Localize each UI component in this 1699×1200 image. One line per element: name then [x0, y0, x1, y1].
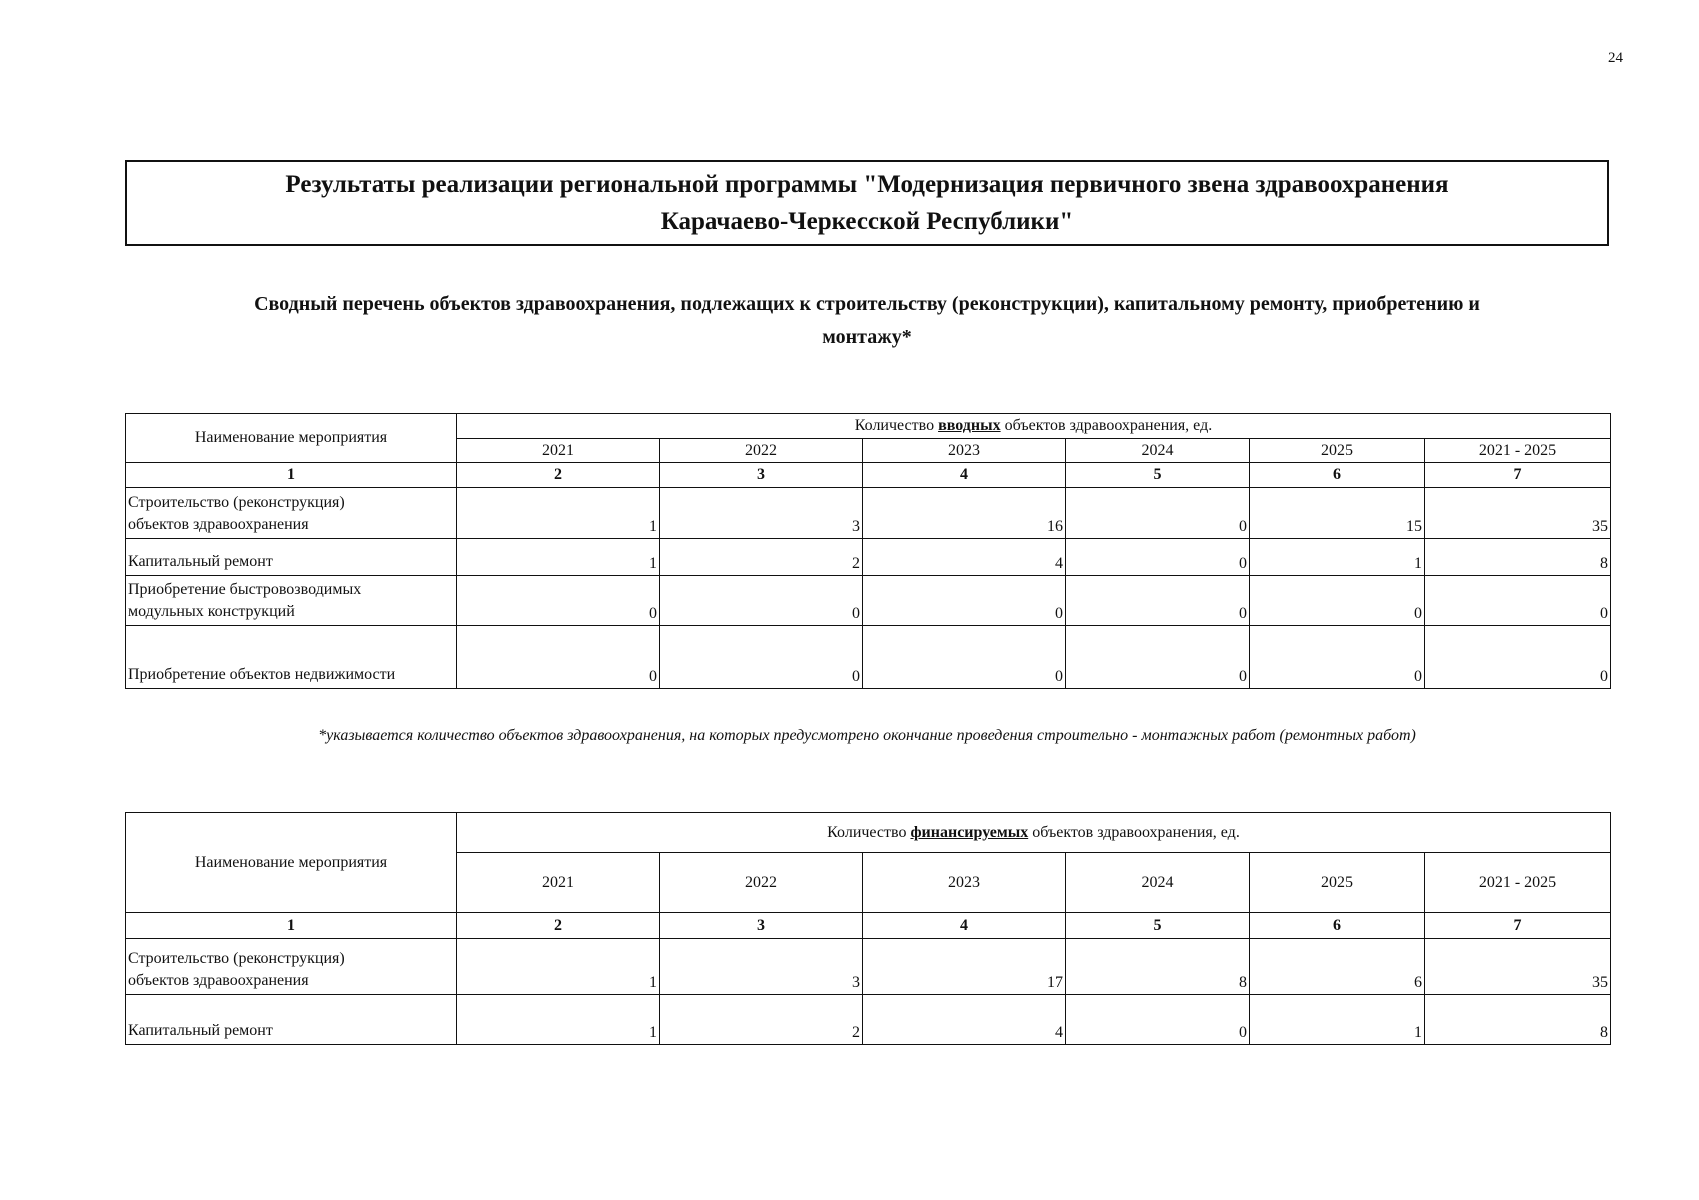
name-header: Наименование мероприятия	[126, 414, 457, 463]
column-index: 7	[1425, 463, 1611, 488]
year-header: 2022	[660, 439, 863, 463]
cell-value: 0	[1066, 576, 1250, 626]
group-header-emphasis: вводных	[938, 417, 1001, 434]
cell-value: 8	[1066, 939, 1250, 995]
year-header: 2024	[1066, 853, 1250, 913]
subtitle-line-1: Сводный перечень объектов здравоохранения, подлежащих к строительству (реконструкции), капитальному ремонту, приобретению и	[254, 293, 1480, 315]
column-index: 4	[863, 913, 1066, 939]
group-header: Количество вводных объектов здравоохранения, ед.	[457, 414, 1611, 439]
cell-value: 2	[660, 995, 863, 1045]
year-header: 2024	[1066, 439, 1250, 463]
cell-value: 3	[660, 939, 863, 995]
table-row	[126, 539, 1611, 576]
cell-value: 1	[1250, 995, 1425, 1045]
cell-value: 35	[1425, 488, 1611, 539]
row-label: Строительство (реконструкция) объектов здравоохранения	[126, 488, 457, 539]
cell-value: 0	[1066, 995, 1250, 1045]
cell-value: 1	[457, 939, 660, 995]
column-index: 5	[1066, 463, 1250, 488]
cell-value: 8	[1425, 995, 1611, 1045]
column-index: 2	[457, 463, 660, 488]
year-header: 2025	[1250, 853, 1425, 913]
cell-value: 0	[1425, 626, 1611, 689]
column-index: 5	[1066, 913, 1250, 939]
cell-value: 0	[457, 626, 660, 689]
row-label: Приобретение объектов недвижимости	[126, 626, 457, 689]
table-row	[126, 626, 1611, 689]
cell-value: 6	[1250, 939, 1425, 995]
year-header: 2021 - 2025	[1425, 853, 1611, 913]
column-index: 4	[863, 463, 1066, 488]
table-row	[126, 939, 1611, 995]
column-index-row	[126, 463, 1611, 488]
column-index: 1	[126, 463, 457, 488]
cell-value: 0	[1250, 576, 1425, 626]
table-row	[126, 488, 1611, 539]
year-header: 2025	[1250, 439, 1425, 463]
year-header: 2023	[863, 439, 1066, 463]
column-index: 6	[1250, 913, 1425, 939]
cell-value: 2	[660, 539, 863, 576]
cell-value: 15	[1250, 488, 1425, 539]
cell-value: 16	[863, 488, 1066, 539]
page-title	[125, 160, 1609, 246]
year-header: 2023	[863, 853, 1066, 913]
column-index: 7	[1425, 913, 1611, 939]
cell-value: 0	[1425, 576, 1611, 626]
cell-value: 0	[1250, 626, 1425, 689]
cell-value: 0	[1066, 626, 1250, 689]
row-label: Капитальный ремонт	[126, 995, 457, 1045]
cell-value: 0	[863, 626, 1066, 689]
year-header: 2021	[457, 853, 660, 913]
page-number: 24	[1608, 50, 1623, 66]
column-index: 3	[660, 463, 863, 488]
group-header: Количество финансируемых объектов здравоохранения, ед.	[457, 813, 1611, 853]
cell-value: 4	[863, 995, 1066, 1045]
cell-value: 0	[660, 576, 863, 626]
cell-value: 3	[660, 488, 863, 539]
cell-value: 1	[457, 488, 660, 539]
cell-value: 0	[863, 576, 1066, 626]
title-line-2: Карачаево-Черкесской Республики"	[660, 208, 1074, 235]
row-label: Капитальный ремонт	[126, 539, 457, 576]
financed-objects-table	[125, 812, 1611, 1045]
table-row	[126, 995, 1611, 1045]
cell-value: 0	[1066, 488, 1250, 539]
column-index-row	[126, 913, 1611, 939]
column-index: 2	[457, 913, 660, 939]
title-line-1: Результаты реализации региональной программы "Модернизация первичного звена здравоохранения	[285, 171, 1449, 198]
year-header: 2021	[457, 439, 660, 463]
name-header: Наименование мероприятия	[126, 813, 457, 913]
cell-value: 17	[863, 939, 1066, 995]
cell-value: 35	[1425, 939, 1611, 995]
commissioned-objects-table	[125, 413, 1611, 689]
year-header: 2022	[660, 853, 863, 913]
cell-value: 1	[457, 995, 660, 1045]
cell-value: 4	[863, 539, 1066, 576]
cell-value: 0	[1066, 539, 1250, 576]
subtitle-line-2: монтажу*	[822, 326, 912, 348]
section-subtitle	[125, 288, 1609, 354]
row-label: Строительство (реконструкция) объектов здравоохранения	[126, 939, 457, 995]
row-label: Приобретение быстровозводимых модульных конструкций	[126, 576, 457, 626]
footnote: *указывается количество объектов здравоохранения, на которых предусмотрено окончание проведения строительно - монтажных работ (ремонтных работ)	[318, 727, 1416, 744]
cell-value: 0	[457, 576, 660, 626]
cell-value: 0	[660, 626, 863, 689]
column-index: 1	[126, 913, 457, 939]
cell-value: 1	[457, 539, 660, 576]
group-header-emphasis: финансируемых	[910, 823, 1029, 841]
cell-value: 1	[1250, 539, 1425, 576]
column-index: 3	[660, 913, 863, 939]
cell-value: 8	[1425, 539, 1611, 576]
year-header: 2021 - 2025	[1425, 439, 1611, 463]
column-index: 6	[1250, 463, 1425, 488]
table-row	[126, 576, 1611, 626]
